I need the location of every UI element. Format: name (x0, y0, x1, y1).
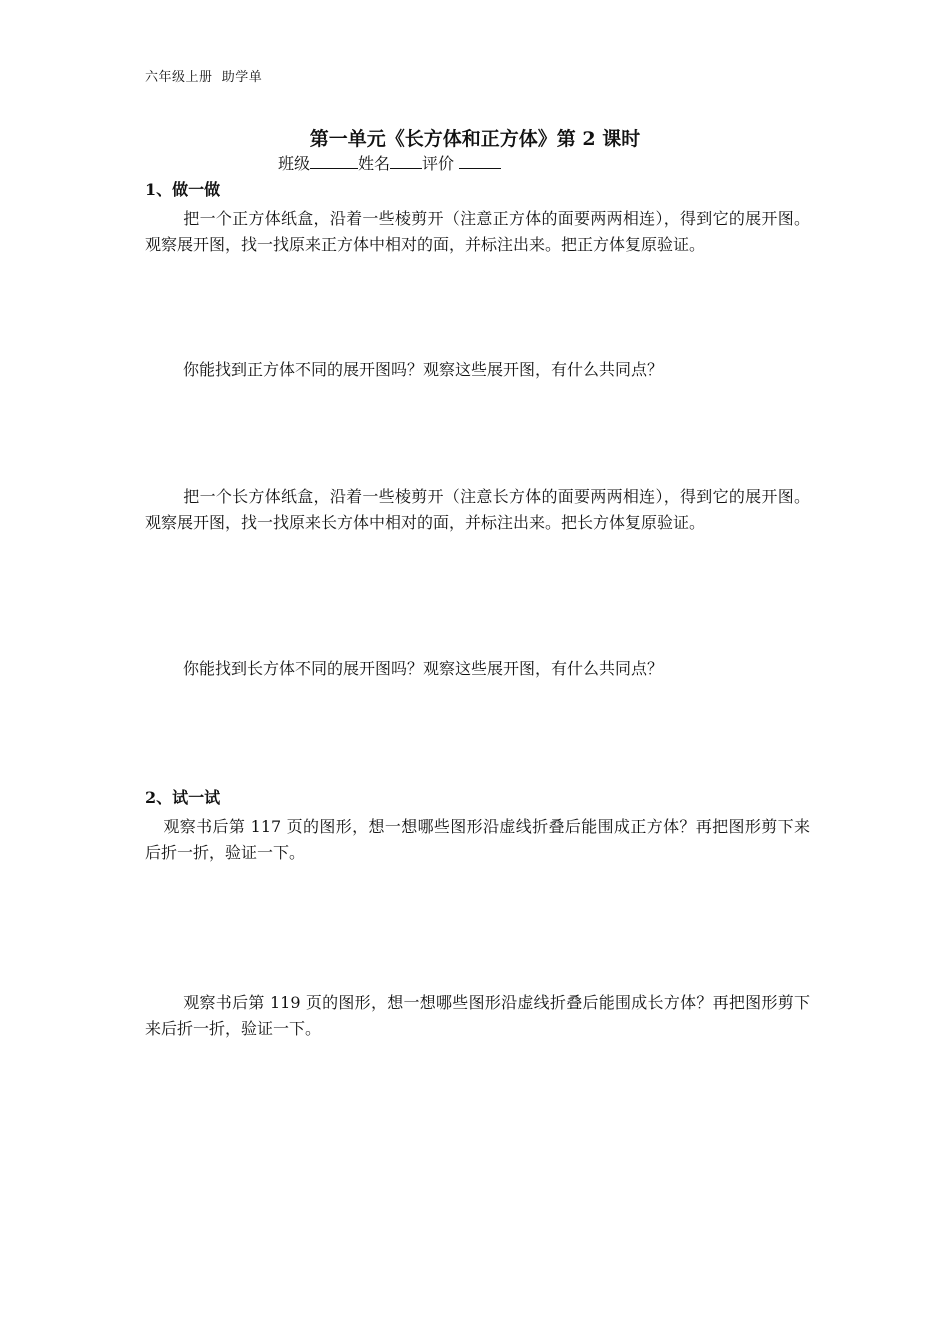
paragraph-page-119 (145, 990, 810, 1042)
class-blank[interactable] (310, 152, 358, 169)
paragraph-cuboid-unfold-text: 把一个长方体纸盒，沿着一些棱剪开（注意长方体的面要两两相连），得到它的展开图。观察展开图，找一找原来长方体中相对的面，并标注出来。把长方体复原验证。 (145, 487, 810, 532)
question-cuboid-nets-text: 你能找到长方体不同的展开图吗？观察这些展开图，有什么共同点？ (183, 659, 664, 678)
student-info-row (278, 151, 501, 174)
page-title: 第一单元《长方体和正方体》第 2 课时 (309, 128, 641, 150)
question-cube-nets (145, 357, 810, 383)
section-1-heading: 1、做一做 (145, 180, 221, 199)
section-2-heading: 2、试一试 (145, 788, 221, 807)
paragraph-cube-unfold-text: 把一个正方体纸盒，沿着一些棱剪开（注意正方体的面要两两相连），得到它的展开图。观察展开图，找一找原来正方体中相对的面，并标注出来。把正方体复原验证。 (145, 209, 810, 254)
name-blank[interactable] (390, 152, 422, 169)
paragraph-cuboid-unfold (145, 484, 810, 536)
paragraph-cube-unfold (145, 206, 810, 258)
grade-label: 评价 (422, 154, 455, 173)
paragraph-page-117-text: 观察书后第 117 页的图形，想一想哪些图形沿虚线折叠后能围成正方体？再把图形剪下来后折一折，验证一下。 (145, 817, 810, 862)
question-cube-nets-text: 你能找到正方体不同的展开图吗？观察这些展开图，有什么共同点？ (183, 360, 664, 379)
name-label: 姓名 (358, 154, 391, 173)
paragraph-page-117 (145, 814, 810, 866)
grade-blank[interactable] (459, 152, 501, 169)
paragraph-page-119-text: 观察书后第 119 页的图形，想一想哪些图形沿虚线折叠后能围成长方体？再把图形剪下来后折一折，验证一下。 (145, 993, 810, 1038)
class-label: 班级 (278, 154, 311, 173)
question-cuboid-nets (145, 656, 810, 682)
header-note: 六年级上册 助学单 (145, 70, 263, 85)
